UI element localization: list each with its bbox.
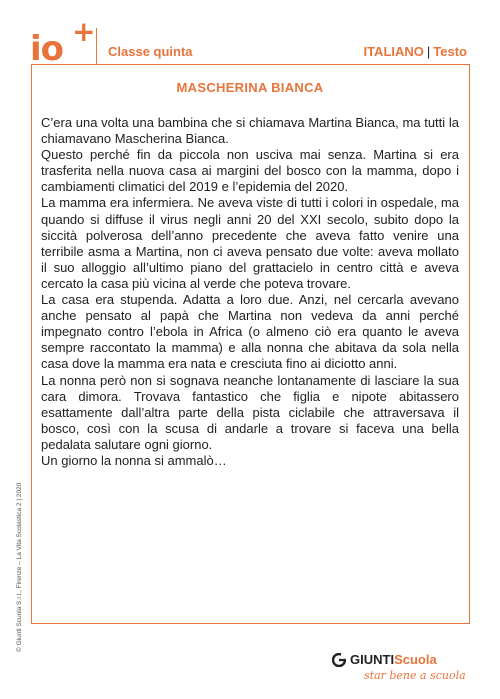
subject-separator: |: [426, 44, 431, 59]
io-plus-logo: [30, 15, 96, 70]
subject-label: [363, 44, 467, 59]
paragraph-6: Un giorno la nonna si ammalò…: [41, 452, 227, 468]
subject-name: ITALIANO: [363, 44, 424, 59]
publisher-name: [350, 652, 437, 668]
header-divider: [96, 28, 97, 64]
logo-text: io: [30, 29, 64, 69]
class-label: Classe quinta: [108, 44, 193, 59]
paragraph-1: C’era una volta una bambina che si chiamava Martina Bianca, ma tutti la chiamavano Mascherina Bianca.: [41, 115, 459, 147]
logo-plus: +: [72, 15, 96, 48]
paragraph-2: Questo perché fin da piccola non usciva mai senza. Martina si era trasferita nella nuova casa ai margini del bosco con la mamma, dopo i cambiamenti climatici del 2019 e l’epidemia del 2020.: [41, 147, 459, 195]
publisher-tagline: star bene a scuola: [364, 669, 466, 682]
page-title: MASCHERINA BIANCA: [176, 80, 324, 95]
publisher-logo: [316, 652, 466, 688]
paragraph-3: La mamma era infermiera. Ne aveva viste di tutti i colori in ospedale, ma quando si diffuse il virus negli anni 20 del XXI secolo, subito dopo la siccità polverosa dell’anno precedente che aveva fatto venire una terribile asma a Martina, non ci aveva pensato due volte: aveva mollato il suo alloggio all’ultimo piano del grattacielo in centro città e aveva cercato la casa più vicina al verde che poteva trovare.: [41, 195, 459, 291]
paragraph-5: La nonna però non si sognava neanche lontanamente di lasciare la sua cara dimora. Trovava fantastico che figlia e nipote abitassero esattamente dall’altra parte della pista ciclabile che attraversava il bosco, così con la scusa di andarle a trovare si faceva una bella pedalata salutare ogni giorno.: [41, 372, 459, 452]
publisher-name-main: GIUNTI: [350, 652, 395, 667]
paragraph-4: La casa era stupenda. Adatta a loro due. Anzi, nel cercarla avevano anche pensato al papà che Martina non vedeva da anni perché impegnato contro l’ebola in Africa (o almeno ciò era quanto le aveva sempre raccontato la mamma) e alla nonna che abitava da sola nella casa dove la mamma era nata e cresciuta fino ai diciotto anni.: [41, 292, 459, 372]
story-text: [41, 115, 459, 469]
section-name: Testo: [433, 44, 467, 59]
publisher-name-accent: Scuola: [394, 652, 437, 667]
publisher-mark-icon: [332, 653, 346, 667]
copyright-note: © Giunti Scuola S.r.l., Firenze – La Vita Scolastica 2 | 2020: [16, 482, 23, 652]
